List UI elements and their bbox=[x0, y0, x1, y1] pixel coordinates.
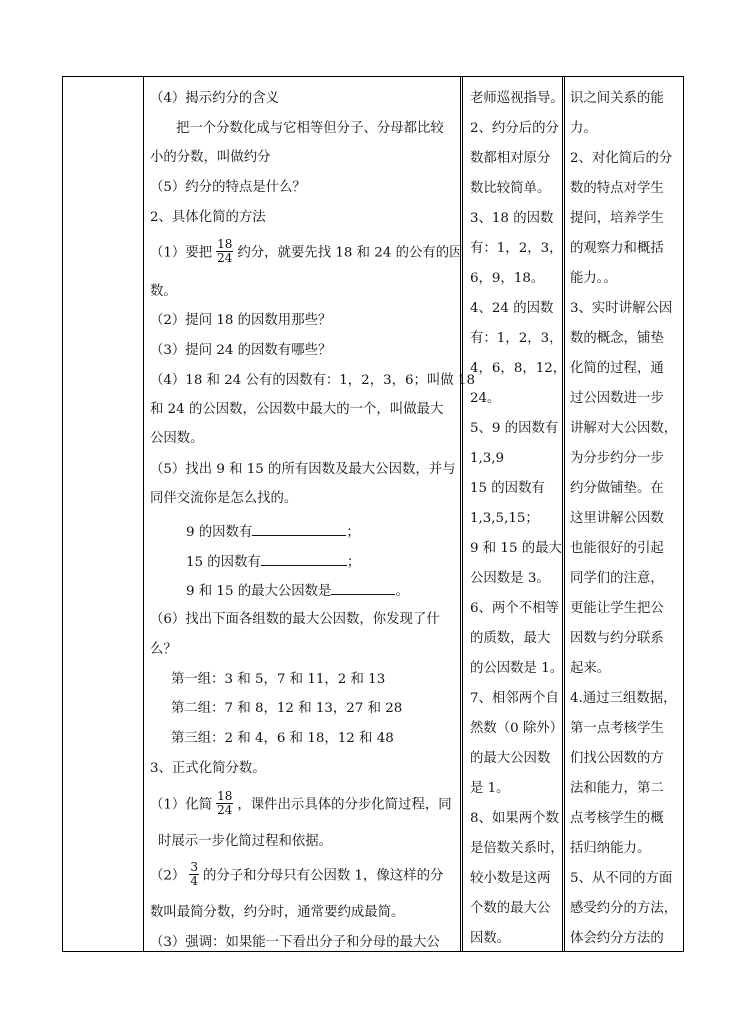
text-line: 约分做铺垫。在 bbox=[570, 481, 664, 496]
text-line: 7、相邻两个自 bbox=[470, 691, 559, 706]
fill-in-line bbox=[186, 523, 360, 539]
text-segment: （1）要把 bbox=[150, 245, 213, 261]
text-line: 24。 bbox=[470, 391, 501, 406]
text-line: 能力。。 bbox=[570, 271, 617, 286]
text-line: 3、正式化简分数。 bbox=[150, 761, 266, 776]
text-segment: 。 bbox=[395, 584, 409, 599]
text-line: 提问，培养学生 bbox=[570, 211, 664, 226]
text-line: 化简的过程，通 bbox=[570, 361, 664, 376]
text-line: 数都相对原分 bbox=[470, 151, 551, 166]
text-line: 括归纳能力。 bbox=[570, 841, 651, 856]
text-line: 们找公因数的方 bbox=[570, 751, 664, 766]
text-line: 8、如果两个数 bbox=[470, 811, 559, 826]
text-line: 公因数。 bbox=[150, 431, 204, 446]
design-intent-column bbox=[570, 84, 677, 954]
text-line: 的最大公因数 bbox=[470, 751, 551, 766]
text-line: 识之间关系的能 bbox=[570, 91, 664, 106]
text-line: 的公因数是 1。 bbox=[470, 661, 564, 676]
text-line: 和 24 的公因数，公因数中最大的一个，叫做最大 bbox=[150, 402, 444, 417]
text-line: 更能让学生把公 bbox=[570, 601, 664, 616]
text-line: 法和能力，第二 bbox=[570, 781, 664, 796]
text-line: 4.通过三组数据， bbox=[570, 691, 677, 706]
text-line: 点考核学生的概 bbox=[570, 811, 664, 826]
text-line: 感受约分的方法， bbox=[570, 901, 678, 916]
text-line: 较小数是这两 bbox=[470, 871, 551, 886]
text-line: （4）揭示约分的含义 bbox=[150, 91, 280, 106]
text-line: 因数与约分联系 bbox=[570, 631, 664, 646]
text-line: 因数。 bbox=[470, 931, 511, 946]
text-line: 5、9 的因数有 bbox=[470, 421, 559, 436]
text-segment: 9 的因数有 bbox=[186, 525, 253, 540]
text-line: 的质数，最大 bbox=[470, 631, 551, 646]
text-line: （5）约分的特点是什么？ bbox=[150, 180, 306, 195]
text-line: 3、实时讲解公因 bbox=[570, 301, 673, 316]
text-segment: 约分，就要先找 18 和 24 的公有的因 bbox=[237, 245, 463, 261]
text-segment: 15 的因数有 bbox=[186, 555, 261, 570]
text-segment: ； bbox=[346, 555, 361, 570]
fraction-3-4 bbox=[189, 861, 199, 887]
fraction-18-24 bbox=[216, 238, 233, 264]
text-line: 的观察力和概括 bbox=[570, 241, 664, 256]
text-line: 然数（0 除外） bbox=[470, 721, 564, 736]
text-segment: 的分子和分母只有公因数 1，像这样的分 bbox=[202, 868, 444, 884]
text-line: 小的分数，叫做约分 bbox=[150, 150, 271, 165]
text-line: 2、具体化简的方法 bbox=[150, 210, 266, 225]
text-line: 是倍数关系时， bbox=[470, 841, 564, 856]
text-line: 时展示一步化简过程和依据。 bbox=[158, 834, 333, 849]
text-line: 是 1。 bbox=[470, 781, 510, 796]
answer-blank[interactable] bbox=[331, 582, 395, 595]
text-line: 为分步约分一步 bbox=[570, 451, 664, 466]
text-line: 第一组：3 和 5，7 和 11，2 和 13 bbox=[171, 672, 386, 687]
text-line: 第一点考核学生 bbox=[570, 721, 664, 736]
answer-blank[interactable] bbox=[252, 523, 346, 536]
text-line-with-fraction bbox=[150, 860, 444, 889]
text-line: 第二组：7 和 8，12 和 13，27 和 28 bbox=[171, 701, 403, 716]
text-segment: ； bbox=[346, 525, 360, 540]
text-line: （3）强调：如果能一下看出分子和分母的最大公 bbox=[150, 935, 440, 950]
text-line: 过公因数进一步 bbox=[570, 391, 664, 406]
fraction-denominator: 4 bbox=[190, 873, 198, 888]
text-line: 数叫最简分数，约分时，通常要约成最简。 bbox=[150, 905, 405, 920]
text-line: 4、24 的因数 bbox=[470, 301, 554, 316]
fraction-denominator: 24 bbox=[217, 802, 233, 817]
text-line: 力。 bbox=[570, 121, 597, 136]
text-line: 9 和 15 的最大 bbox=[470, 541, 562, 556]
text-line: 讲解对大公因数， bbox=[570, 421, 678, 436]
text-line: （6）找出下面各组数的最大公因数，你发现了什 bbox=[150, 612, 440, 627]
fraction-numerator: 18 bbox=[217, 789, 233, 803]
student-activity-column bbox=[470, 84, 566, 954]
text-segment: ，课件出示具体的分步化简过程，同 bbox=[237, 797, 452, 813]
text-line: 也能很好的引起 bbox=[570, 541, 664, 556]
fill-in-line bbox=[186, 553, 360, 569]
text-line: 有：1，2，3， bbox=[470, 331, 563, 346]
text-line: 老师巡视指导。 bbox=[470, 91, 564, 106]
text-line: 1,3,5,15； bbox=[470, 511, 539, 526]
text-line: 数的特点对学生 bbox=[570, 181, 664, 196]
text-line: 15 的因数有 bbox=[470, 481, 545, 496]
text-line: 么？ bbox=[150, 642, 177, 657]
text-line-with-fraction bbox=[150, 789, 452, 818]
text-line: 5、从不同的方面 bbox=[570, 871, 673, 886]
text-line: 2、约分后的分 bbox=[470, 121, 559, 136]
fraction-denominator: 24 bbox=[217, 250, 233, 265]
column-divider-2 bbox=[460, 76, 463, 952]
column-divider-1 bbox=[143, 76, 144, 952]
text-segment: （2） bbox=[150, 868, 186, 884]
text-line: 公因数是 3。 bbox=[470, 571, 550, 586]
text-line: （5）找出 9 和 15 的所有因数及最大公因数，并与 bbox=[150, 462, 456, 477]
text-line: 同伴交流你是怎么找的。 bbox=[150, 491, 298, 506]
fill-in-line bbox=[186, 582, 409, 598]
text-line: 起来。 bbox=[570, 661, 611, 676]
text-line: 1,3,9 bbox=[470, 451, 505, 466]
text-segment: 9 和 15 的最大公因数是 bbox=[186, 584, 332, 599]
text-line: 有：1，2，3， bbox=[470, 241, 563, 256]
text-segment: （1）化简 bbox=[150, 797, 213, 813]
fraction-numerator: 3 bbox=[190, 860, 198, 874]
text-line: 数。 bbox=[150, 284, 177, 299]
text-line: （4）18 和 24 公有的因数有：1，2，3，6；叫做 18 bbox=[150, 373, 475, 388]
text-line: 这里讲解公因数 bbox=[570, 511, 664, 526]
text-line: 2、对化简后的分 bbox=[570, 151, 673, 166]
text-line: 第三组：2 和 4，6 和 18，12 和 48 bbox=[171, 731, 394, 746]
text-line: （2）提问 18 的因数用那些？ bbox=[150, 313, 332, 328]
text-line: 数的概念，铺垫 bbox=[570, 331, 664, 346]
answer-blank[interactable] bbox=[261, 553, 347, 566]
text-line: （3）提问 24 的因数有哪些？ bbox=[150, 343, 332, 358]
text-line: 6、两个不相等 bbox=[470, 601, 559, 616]
text-line: 数比较简单。 bbox=[470, 181, 551, 196]
fraction-18-24 bbox=[216, 790, 233, 816]
text-line: 个数的最大公 bbox=[470, 901, 551, 916]
fraction-numerator: 18 bbox=[217, 237, 233, 251]
text-line: 6，9，18。 bbox=[470, 271, 545, 286]
text-line: 3、18 的因数 bbox=[470, 211, 554, 226]
text-line: 体会约分方法的 bbox=[570, 931, 664, 946]
text-line: 同学们的注意， bbox=[570, 571, 664, 586]
text-line: 把一个分数化成与它相等但分子、分母都比较 bbox=[176, 121, 444, 136]
text-line: 4，6，8，12， bbox=[470, 361, 567, 376]
text-line-with-fraction bbox=[150, 237, 463, 266]
